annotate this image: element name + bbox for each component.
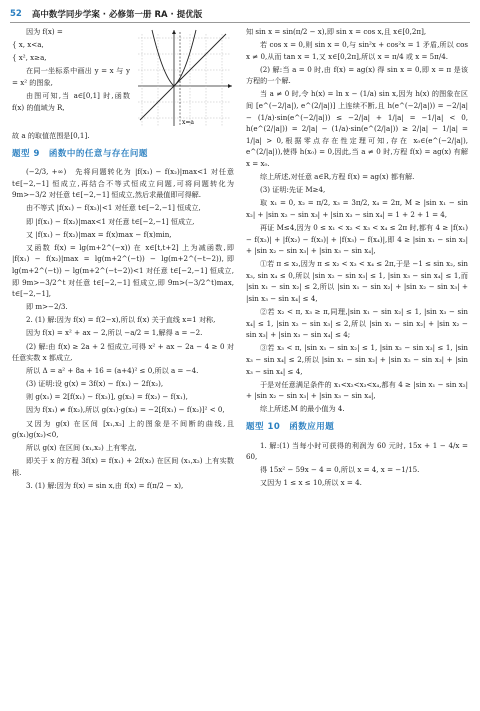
q3-text-a: 3. (1) 解:因为 f(x) = sin x,由 f(x) = f(π/2 − x),: [26, 481, 184, 491]
q1-text-b: 由不等式 |f(x₁) − f(x₂)|<1 对任意 t∈[−2,−1] 恒成立,: [26, 203, 201, 213]
q2-text-b: 因为 f(x) = x² + ax − 2,所以 −a/2 = 1,解得 a = −2.: [26, 328, 203, 338]
q1-text-e: 又函数 f(x) = lg(m+2^(−x)) 在 x∈[t,t+2] 上为减函数,即 |f(x₁) − f(x₂)|max = lg(m+2^(−t)) − lg(m+2^(−t−2)),即 lg(m+2^(−t)) − lg(m+2^(−t−2))<1 对任意 t∈[−2,−1] 恒成立,即 9m>−3/2^t 对任意 t∈[−2,−1] 恒成立,即 9m>(−3/2^t)max, t∈[−2,−1],: [12, 242, 234, 299]
q1-text-d: 又 |f(x₁) − f(x₂)|max = f(x)max − f(x)min,: [26, 229, 172, 239]
q2-text-g: 因为 f(x₁) ≠ f(x₂),所以 g(x₁)·g(x₂) = −2[f(x₁) − f(x₂)]² < 0,: [26, 405, 225, 415]
q2-text-e: (3) 证明:设 g(x) = 3f(x) − f(x₁) − 2f(x₂),: [26, 379, 164, 389]
section-title-9: 题型 9 函数中的任意与存在问题: [12, 148, 148, 159]
text-p1a: 因为 f(x) =: [26, 27, 63, 36]
graph-block: [12, 26, 234, 130]
r-text-9: ①若 π ≤ x₂,因为 π ≤ x₂ < x₃ < x₄ ≤ 2π,于是 −1 ≤ sin x₂, sin x₃, sin x₄ ≤ 0,所以 |sin x₂ − sin x₃| ≤ 1, |sin x₃ − sin x₄| ≤ 1,而 |sin x₁ − sin x₂| ≤ 2,所以 |sin x₁ − sin x₂| + |sin x₂ − sin x₃| + |sin x₃ − sin x₄| ≤ 4,: [246, 259, 468, 304]
text-p1b: { x, x<a,: [12, 40, 44, 50]
r-text-1: 知 sin x = sin(π/2 − x),即 sin x = cos x,且 x∈[0,2π],: [246, 27, 427, 36]
r-text-6: (3) 证明:先证 M≥4,: [260, 185, 326, 195]
r-text-4: 当 a ≠ 0 时,令 h(x) = ln x − (1/a) sin x,因为 h(x) 的图象在区间 [e^(−2/|a|), e^(2/|a|)] 上连续不断,且 h(e^(−2/|a|)) = −2/|a| − (1/a)·sin(e^(−2/|a|)) ≤ −2/|a| + 1/|a| = −1/|a| < 0, h(e^(2/|a|)) = 2/|a| − (1/a)·sin(e^(2/|a|)) ≥ 2/|a| − 1/|a| = 1/|a| > 0,根据零点存在性定理可知,存在 x₀∈(e^(−2/|a|), e^(2/|a|)),使得 h(x₀) = 0,因此,当 a ≠ 0 时,方程 f(x) = ag(x) 有解 x = x₀.: [246, 89, 468, 169]
s-text-3: 又因为 1 ≤ x ≤ 10,所以 x = 4.: [260, 478, 362, 488]
r-text-13: 综上所述,M 的最小值为 4.: [260, 404, 345, 414]
label-x-eq-a: x=a: [182, 119, 194, 126]
q2-text-c: (2) 解:由 f(x) ≥ 2a + 2 恒成立,可得 x² + ax − 2a − 4 ≥ 0 对任意实数 x 都成立,: [12, 341, 234, 363]
header-title: 高中数学同步学案 · 必修第一册 RA · 提优版: [31, 10, 203, 20]
r-text-8: 再证 M≤4,因为 0 ≤ x₁ < x₂ < x₃ < x₄ ≤ 2π 时,都有 4 ≥ |f(x₁) − f(x₂)| + |f(x₂) − f(x₃)| + |f(x₃) − f(x₄)|,即 4 ≥ |sin x₁ − sin x₂| + |sin x₂ − sin x₃| + |sin x₃ − sin x₄|,: [246, 223, 468, 256]
text-p1c: { x², x≥a,: [12, 53, 47, 63]
section-title-10: 题型 10 函数应用题: [246, 422, 335, 432]
r-text-2: 若 cos x = 0,则 sin x = 0,与 sin²x + cos²x = 1 矛盾,所以 cos x ≠ 0,从而 tan x = 1,又 x∈[0,2π],所以 x = π/4 或 x = 5π/4.: [246, 40, 468, 61]
r-text-10: ②若 x₂ < π, x₃ ≥ π,同理,|sin x₁ − sin x₂| ≤ 1, |sin x₃ − sin x₄| ≤ 1, |sin x₂ − sin x₃| ≤ 2,所以 |sin x₁ − sin x₂| + |sin x₂ − sin x₃| + |sin x₃ − sin x₄| ≤ 4;: [246, 307, 468, 340]
header-divider: [10, 22, 470, 23]
r-text-7: 取 x₁ = 0, x₂ = π/2, x₃ = 3π/2, x₄ = 2π, M ≥ |sin x₁ − sin x₂| + |sin x₂ − sin x₃| + |sin x₃ − sin x₄| = 1 + 2 + 1 = 4,: [246, 198, 468, 219]
q2-text-f: 则 g(x₁) = 2[f(x₁) − f(x₂)], g(x₂) = f(x₂) − f(x₁),: [26, 392, 188, 402]
q1-text: (−2/3, +∞) 先将问题转化为 |f(x₁) − f(x₂)|max<1 对任意 t∈[−2,−1] 恒成立,再结合不等式恒成立问题,可将问题转化为 9m>−3/2 对任意 t∈[−2,−1] 恒成立,然后求最值即可得解.: [12, 167, 234, 200]
s-text-1: 1. 解:(1) 当每小时可获得的利润为 60 元时, 15x + 1 − 4/x = 60,: [246, 440, 468, 462]
text-p1d: 在同一坐标系中画出 y = x 与 y = x² 的图象,: [12, 66, 130, 87]
page-header: [10, 6, 470, 22]
r-text-3: (2) 解:当 a = 0 时,由 f(x) = ag(x) 得 sin x = 0,即 x = π 是该方程的一个解.: [246, 64, 468, 86]
r-text-12: 于是对任意满足条件的 x₁<x₂<x₃<x₄,都有 4 ≥ |sin x₁ − sin x₂| + |sin x₂ − sin x₃| + |sin x₃ − sin x₄|,: [246, 379, 468, 401]
left-column: [12, 26, 234, 493]
q2-text-i: 所以 g(x) 在区间 (x₁,x₂) 上有零点,: [26, 443, 137, 453]
text-p1f: 故 a 的取值范围是[0,1].: [12, 131, 90, 140]
q2-text-h: 又因为 g(x) 在区间 [x₁,x₂] 上的图象是不间断的曲线,且 g(x₁)g(x₂)<0,: [12, 418, 234, 440]
right-column: [246, 26, 468, 490]
page-number: 52: [10, 9, 22, 19]
r-text-5: 综上所述,对任意 a∈R,方程 f(x) = ag(x) 都有解.: [260, 172, 415, 182]
r-text-11: ③若 x₃ < π, |sin x₁ − sin x₂| ≤ 1, |sin x₂ − sin x₃| ≤ 1, |sin x₃ − sin x₄| ≤ 2,所以 |sin x₁ − sin x₂| + |sin x₂ − sin x₃| + |sin x₃ − sin x₄| ≤ 4,: [246, 343, 468, 376]
q1-text-f: 即 m>−2/3.: [26, 302, 68, 312]
s-text-2: 得 15x² − 59x − 4 = 0,所以 x = 4, x = −1/15.: [260, 465, 420, 475]
q1-text-c: 即 |f(x₁) − f(x₂)|max<1 对任意 t∈[−2,−1] 恒成立,: [26, 216, 195, 226]
q2-text-j: 即关于 x 的方程 3f(x) = f(x₁) + 2f(x₂) 在区间 (x₁,x₂) 上有实数根.: [12, 456, 234, 477]
q2-text-d: 所以 Δ = a² + 8a + 16 = (a+4)² ≤ 0,所以 a = −4.: [26, 366, 199, 376]
q2-text-a: 2. (1) 解:因为 f(x) = f(2−x),所以 f(x) 关于直线 x=1 对称,: [26, 315, 216, 325]
text-p1e: 由图可知,当 a∈[0,1] 时,函数 f(x) 的值域为 R,: [12, 90, 130, 112]
line-y-eq-x: [140, 34, 226, 120]
function-graph: [134, 26, 234, 130]
